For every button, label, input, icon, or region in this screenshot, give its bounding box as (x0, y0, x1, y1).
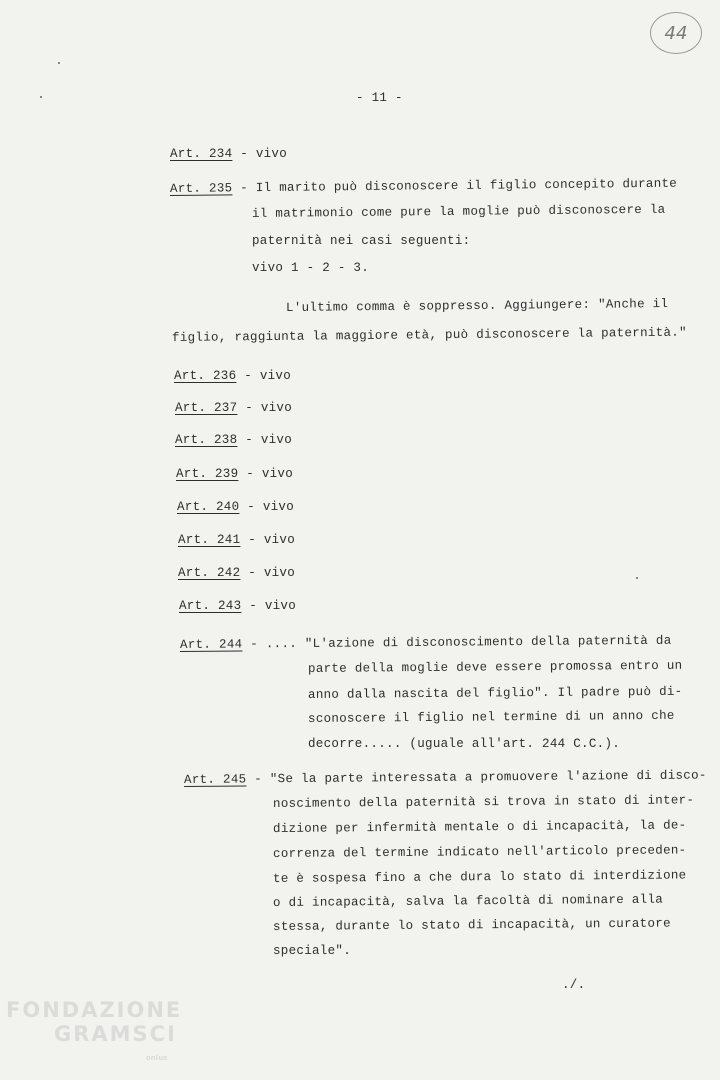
art235-line: vivo 1 - 2 - 3. (252, 261, 370, 275)
article-245 (184, 768, 707, 787)
article-text: - vivo (238, 467, 294, 481)
article-ref: Art. 236 (174, 369, 237, 383)
article-237 (175, 401, 292, 415)
article-ref: Art. 241 (178, 533, 241, 547)
art244-line: sconoscere il figlio nel termine di un anno che (307, 708, 675, 726)
paper-speck (40, 96, 42, 98)
article-text: - vivo (241, 599, 297, 613)
article-ref: Art. 235 (169, 181, 233, 196)
art235-note-line: L'ultimo comma è soppresso. Aggiungere: "Anche il (285, 296, 669, 315)
article-ref: Art. 243 (179, 599, 242, 613)
article-238 (175, 433, 292, 447)
art245-line: stessa, durante lo stato di incapacità, un curatore (272, 916, 671, 934)
article-244 (180, 634, 672, 652)
article-text: - vivo (237, 401, 293, 415)
art245-line: dizione per infermità mentale o di incapacità, la de- (272, 818, 687, 836)
article-text: - vivo (232, 147, 288, 161)
page-number: - 11 - (356, 91, 403, 105)
article-text: - vivo (236, 369, 292, 383)
article-242 (178, 566, 295, 580)
art235-line: paternità nei casi seguenti: (252, 234, 471, 248)
article-ref: Art. 244 (179, 637, 243, 652)
article-text: - "Se la parte interessata a promuovere l'azione di disco- (246, 768, 707, 787)
art245-line: noscimento della paternità si trova in stato di inter- (272, 793, 695, 811)
art245-line: speciale". (273, 944, 352, 958)
article-ref: Art. 242 (178, 566, 241, 580)
article-243 (179, 599, 296, 613)
art235-line: il matrimonio come pure la moglie può disconoscere la (251, 202, 666, 221)
art244-line: decorre..... (uguale all'art. 244 C.C.). (308, 737, 621, 751)
article-ref: Art. 240 (177, 500, 240, 514)
article-ref: Art. 234 (170, 147, 233, 161)
article-ref: Art. 237 (175, 401, 238, 415)
folio-stamp: 44 (650, 12, 702, 54)
article-235 (170, 177, 677, 196)
art245-line: correnza del termine indicato nell'articolo preceden- (272, 843, 687, 861)
continuation-mark: ./. (562, 978, 586, 992)
art244-line: anno dalla nascita del figlio". Il padre può di- (307, 684, 683, 702)
article-text: - Il marito può disconoscere il figlio concepito durante (232, 176, 678, 196)
art245-line: o di incapacità, salva la facoltà di nominare alla (272, 892, 664, 910)
article-240 (177, 500, 294, 514)
article-239 (176, 467, 293, 481)
article-ref: Art. 245 (183, 772, 247, 787)
article-241 (178, 533, 295, 547)
watermark-logo: FONDAZIONE GRAMSCI onlus (6, 998, 183, 1062)
art244-line: parte della moglie deve essere promossa entro un (307, 658, 683, 676)
art235-note-line: figlio, raggiunta la maggiore età, può disconoscere la paternità." (171, 325, 687, 345)
paper-speck (636, 577, 638, 579)
article-text: - vivo (240, 533, 296, 547)
article-text: - vivo (239, 500, 295, 514)
paper-speck (58, 62, 60, 64)
article-234 (170, 147, 287, 161)
article-236 (174, 369, 291, 383)
article-text: - vivo (240, 566, 296, 580)
article-ref: Art. 239 (176, 467, 239, 481)
article-ref: Art. 238 (175, 433, 238, 447)
article-text: - .... "L'azione di disconoscimento della paternità da (242, 633, 672, 652)
article-text: - vivo (237, 433, 293, 447)
art245-line: te è sospesa fino a che dura lo stato di interdizione (272, 868, 687, 886)
